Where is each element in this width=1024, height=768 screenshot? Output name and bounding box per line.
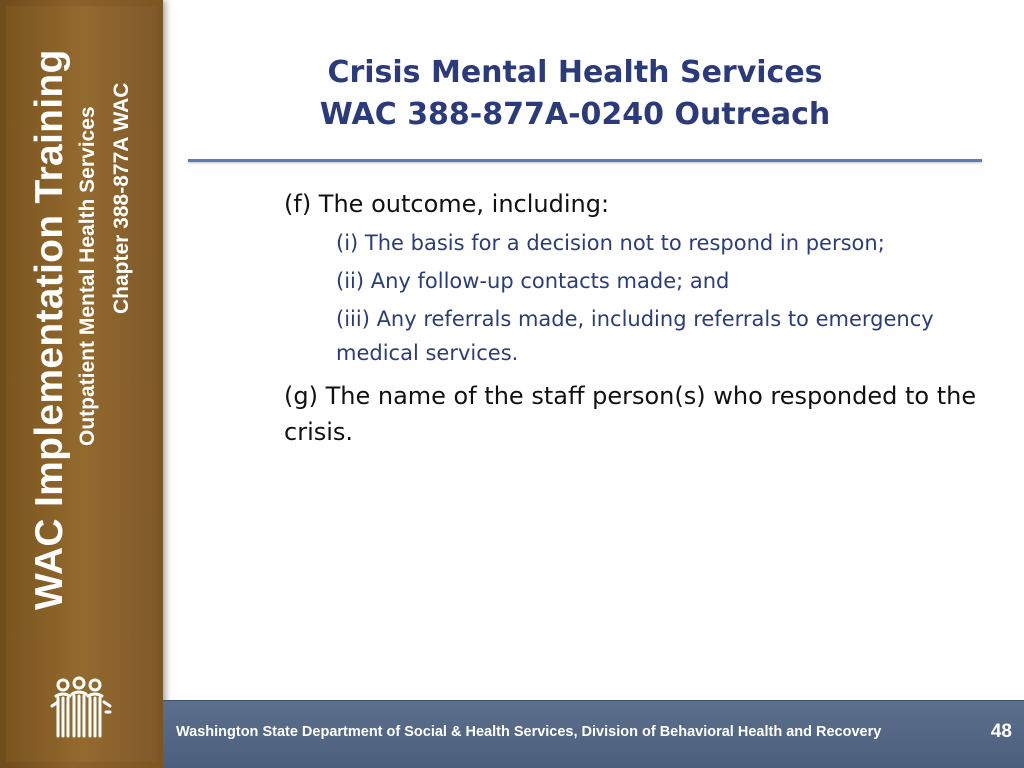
- page-number: 48: [990, 721, 1012, 742]
- footer-bar: [163, 700, 1024, 768]
- sidebar-banner: [0, 0, 163, 768]
- slide-body: [284, 186, 984, 450]
- item-g: (g) The name of the staff person(s) who responded to the crisis.: [284, 382, 977, 446]
- item-f-i: (i) The basis for a decision not to respond in person;: [336, 231, 885, 255]
- title-divider: [188, 159, 982, 162]
- item-f: (f) The outcome, including:: [284, 190, 610, 218]
- people-family-icon: [48, 676, 114, 740]
- slide-title-line2: WAC 388-877A-0240 Outreach: [319, 97, 831, 132]
- slide-title-line1: Crisis Mental Health Services: [327, 55, 823, 90]
- footer-organization: Washington State Department of Social & Health Services, Division of Behavioral Health and Recovery: [176, 724, 882, 740]
- sidebar-subtitle-program: Outpatient Mental Health Services: [76, 106, 99, 446]
- sidebar-main-title: WAC Implementation Training: [28, 49, 71, 610]
- sidebar-panel: [6, 6, 157, 762]
- sidebar-subtitle-chapter: Chapter 388-877A WAC: [110, 82, 133, 314]
- item-f-iii: (iii) Any referrals made, including referrals to emergency medical services.: [336, 307, 934, 365]
- slide-title: [200, 52, 950, 136]
- item-f-ii: (ii) Any follow-up contacts made; and: [336, 269, 730, 293]
